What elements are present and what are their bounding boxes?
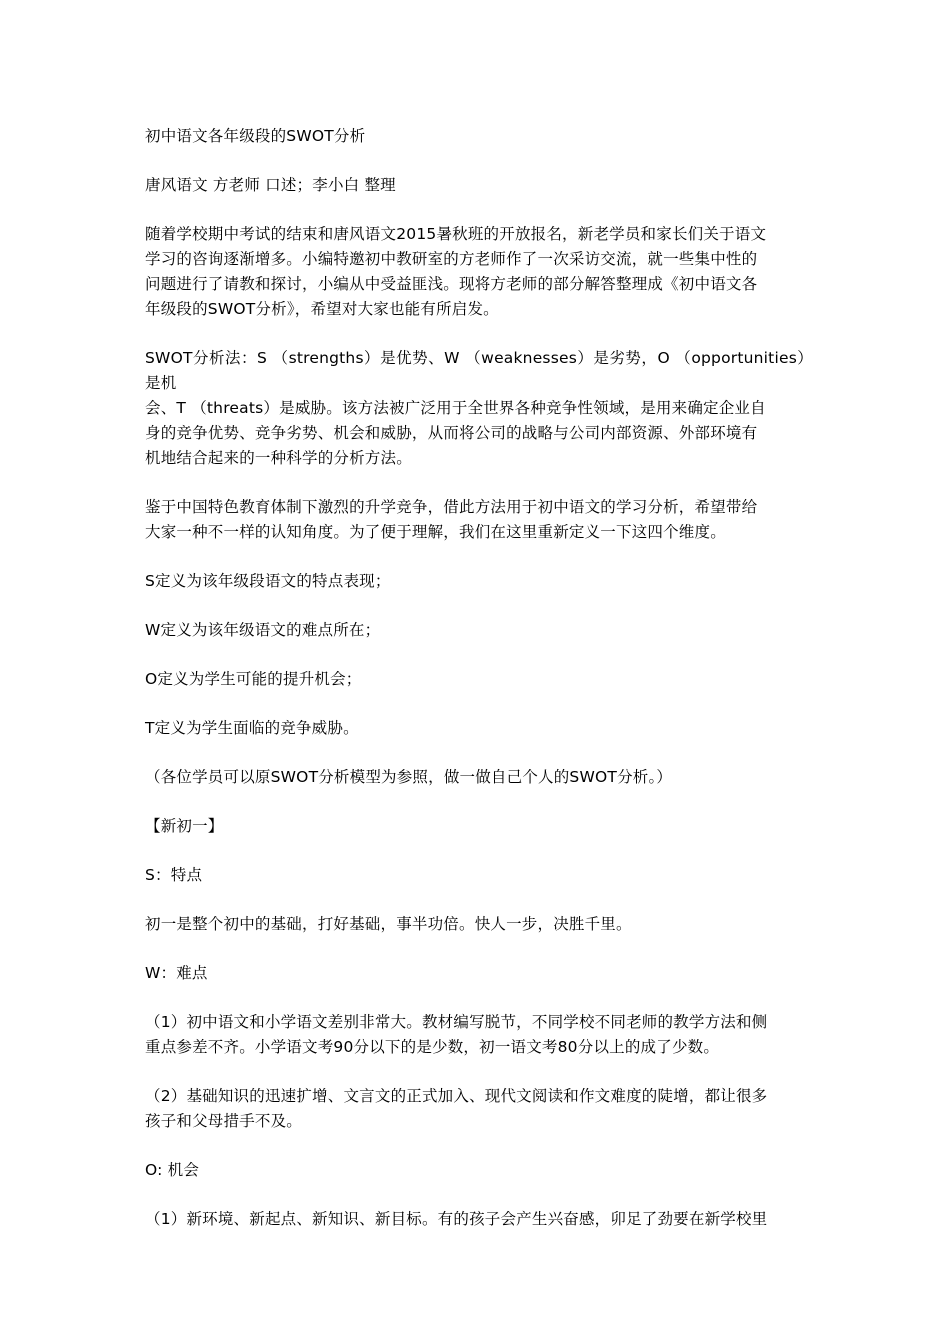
w-item-1 xyxy=(145,1010,813,1060)
context-line: 鉴于中国特色教育体制下激烈的升学竞争，借此方法用于初中语文的学习分析，希望带给 xyxy=(145,498,758,516)
intro-line: 年级段的SWOT分析》，希望对大家也能有所启发。 xyxy=(145,300,499,318)
w-item-1-line: 重点参差不齐。小学语文考90分以下的是少数，初一语文考80分以上的成了少数。 xyxy=(145,1038,720,1056)
swot-definition-line: 会、T （threats）是威胁。该方法被广泛用于全世界各种竞争性领域，是用来确定企业自 xyxy=(145,399,766,417)
s-heading: S：特点 xyxy=(145,866,203,884)
w-item-1-line: （1）初中语文和小学语文差别非常大。教材编写脱节，不同学校不同老师的教学方法和侧 xyxy=(145,1013,768,1031)
context-paragraph xyxy=(145,495,813,545)
o-item-1: （1）新环境、新起点、新知识、新目标。有的孩子会产生兴奋感，卯足了劲要在新学校里 xyxy=(145,1210,768,1228)
section-heading: 【新初一】 xyxy=(145,817,224,835)
note-paragraph: （各位学员可以原SWOT分析模型为参照，做一做自己个人的SWOT分析。） xyxy=(145,768,673,786)
byline-text: 唐风语文 方老师 口述；李小白 整理 xyxy=(145,176,396,194)
intro-line: 学习的咨询逐渐增多。小编特邀初中教研室的方老师作了一次采访交流，就一些集中性的 xyxy=(145,250,758,268)
o-heading: O: 机会 xyxy=(145,1161,200,1179)
swot-definition-line: 身的竞争优势、竞争劣势、机会和威胁，从而将公司的战略与公司内部资源、外部环境有 xyxy=(145,424,758,442)
intro-paragraph xyxy=(145,222,813,322)
context-line: 大家一种不一样的认知角度。为了便于理解，我们在这里重新定义一下这四个维度。 xyxy=(145,523,726,541)
w-item-2 xyxy=(145,1084,813,1134)
intro-line: 随着学校期中考试的结束和唐风语文2015暑秋班的开放报名，新老学员和家长们关于语文 xyxy=(145,225,767,243)
byline xyxy=(145,173,813,198)
w-item-2-line: 孩子和父母措手不及。 xyxy=(145,1112,303,1130)
swot-definition-line: 机地结合起来的一种科学的分析方法。 xyxy=(145,449,412,467)
s-text: 初一是整个初中的基础，打好基础，事半功倍。快人一步，决胜千里。 xyxy=(145,915,632,933)
swot-definition-line: SWOT分析法：S （strengths）是优势、W （weaknesses）是劣势，O （opportunities）是机 xyxy=(145,349,813,392)
w-item-2-line: （2）基础知识的迅速扩增、文言文的正式加入、现代文阅读和作文难度的陡增，都让很多 xyxy=(145,1087,768,1105)
swot-definition-paragraph xyxy=(145,346,813,471)
w-heading: W：难点 xyxy=(145,964,208,982)
document-title xyxy=(145,124,813,149)
definition-t: T定义为学生面临的竞争威胁。 xyxy=(145,719,359,737)
definition-o: O定义为学生可能的提升机会； xyxy=(145,670,362,688)
definition-w: W定义为该年级语文的难点所在； xyxy=(145,621,381,639)
title-text: 初中语文各年级段的SWOT分析 xyxy=(145,127,366,145)
intro-line: 问题进行了请教和探讨，小编从中受益匪浅。现将方老师的部分解答整理成《初中语文各 xyxy=(145,275,758,293)
definition-s: S定义为该年级段语文的特点表现； xyxy=(145,572,391,590)
document-body xyxy=(145,124,813,1256)
